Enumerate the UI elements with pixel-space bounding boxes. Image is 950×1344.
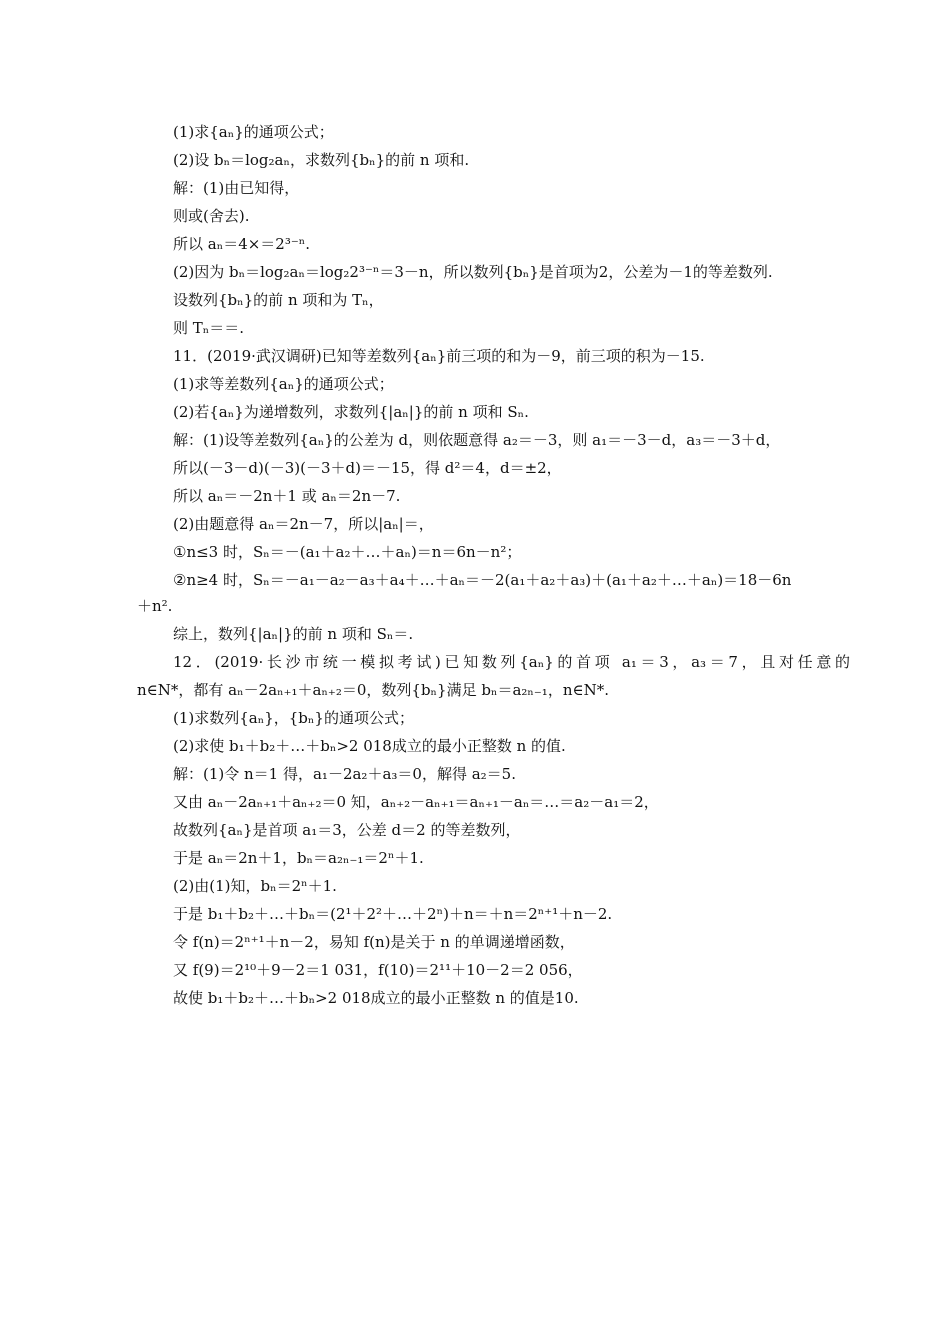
line-solution: (2)由(1)知，bₙ＝2ⁿ＋1. <box>173 877 337 895</box>
line-solution: (2)由题意得 aₙ＝2n－7，所以|aₙ|＝， <box>173 515 434 533</box>
line-solution: 则 Tₙ＝＝. <box>173 319 245 337</box>
line-part1-question: (1)求数列{aₙ}，{bₙ}的通项公式； <box>173 709 414 727</box>
line-solution: 则或(舍去). <box>173 207 250 225</box>
line-solution: 令 f(n)＝2ⁿ⁺¹＋n－2，易知 f(n)是关于 n 的单调递增函数， <box>173 933 575 951</box>
line-solution: 于是 aₙ＝2n＋1，bₙ＝a₂ₙ₋₁＝2ⁿ＋1. <box>173 849 424 867</box>
line-solution: ①n≤3 时，Sₙ＝－(a₁＋a₂＋…＋aₙ)＝n＝6n－n²； <box>173 543 522 561</box>
line-solution: 故数列{aₙ}是首项 a₁＝3，公差 d＝2 的等差数列， <box>173 821 521 839</box>
line-part1-question: (1)求{aₙ}的通项公式； <box>173 123 334 141</box>
line-solution: 又 f(9)＝2¹⁰＋9－2＝1 031，f(10)＝2¹¹＋10－2＝2 056， <box>173 961 583 979</box>
line-solution-start: 解：(1)由已知得， <box>173 179 300 197</box>
line-solution: 于是 b₁＋b₂＋…＋bₙ＝(2¹＋2²＋…＋2ⁿ)＋n＝＋n＝2ⁿ⁺¹＋n－2. <box>173 905 613 923</box>
line-solution: 所以 aₙ＝4×＝2³⁻ⁿ. <box>173 235 311 253</box>
line-part2-question: (2)求使 b₁＋b₂＋…＋bₙ>2 018成立的最小正整数 n 的值. <box>173 737 566 755</box>
line-solution: 设数列{bₙ}的前 n 项和为 Tₙ， <box>173 291 384 309</box>
problem-11-title: 11．(2019·武汉调研)已知等差数列{aₙ}前三项的和为－9，前三项的积为－15. <box>173 347 705 365</box>
line-part2-question: (2)设 bₙ＝log₂aₙ，求数列{bₙ}的前 n 项和. <box>173 151 470 169</box>
line-solution: 所以(－3－d)(－3)(－3＋d)＝－15，得 d²＝4，d＝±2， <box>173 459 562 477</box>
line-solution: 所以 aₙ＝－2n＋1 或 aₙ＝2n－7. <box>173 487 401 505</box>
line-solution: (2)因为 bₙ＝log₂aₙ＝log₂2³⁻ⁿ＝3－n，所以数列{bₙ}是首项为2，公差为－1的等差数列. <box>173 263 773 281</box>
line-solution-start: 解：(1)令 n＝1 得，a₁－2a₂＋a₃＝0，解得 a₂＝5. <box>173 765 516 783</box>
line-part2-question: (2)若{aₙ}为递增数列，求数列{|aₙ|}的前 n 项和 Sₙ. <box>173 403 529 421</box>
problem-12-title-continued: n∈N*，都有 aₙ－2aₙ₊₁＋aₙ₊₂＝0，数列{bₙ}满足 bₙ＝a₂ₙ₋₁，n∈N*. <box>137 681 609 699</box>
line-solution: 又由 aₙ－2aₙ₊₁＋aₙ₊₂＝0 知，aₙ₊₂－aₙ₊₁＝aₙ₊₁－aₙ＝…＝a₂－a₁＝2， <box>173 793 659 811</box>
line-solution-final: 故使 b₁＋b₂＋…＋bₙ>2 018成立的最小正整数 n 的值是10. <box>173 989 579 1007</box>
line-solution-start: 解：(1)设等差数列{aₙ}的公差为 d，则依题意得 a₂＝－3，则 a₁＝－3－d，a₃＝－3＋d， <box>173 431 781 449</box>
line-solution-continued: ＋n². <box>137 597 173 615</box>
problem-12-title: 12．(2019·长沙市统一模拟考试)已知数列{aₙ}的首项 a₁＝3，a₃＝7，且对任意的 <box>173 653 850 671</box>
line-part1-question: (1)求等差数列{aₙ}的通项公式； <box>173 375 394 393</box>
line-solution: 综上，数列{|aₙ|}的前 n 项和 Sₙ＝. <box>173 625 414 643</box>
line-solution: ②n≥4 时，Sₙ＝－a₁－a₂－a₃＋a₄＋…＋aₙ＝－2(a₁＋a₂＋a₃)＋(a₁＋a₂＋…＋aₙ)＝18－6n <box>173 571 792 589</box>
